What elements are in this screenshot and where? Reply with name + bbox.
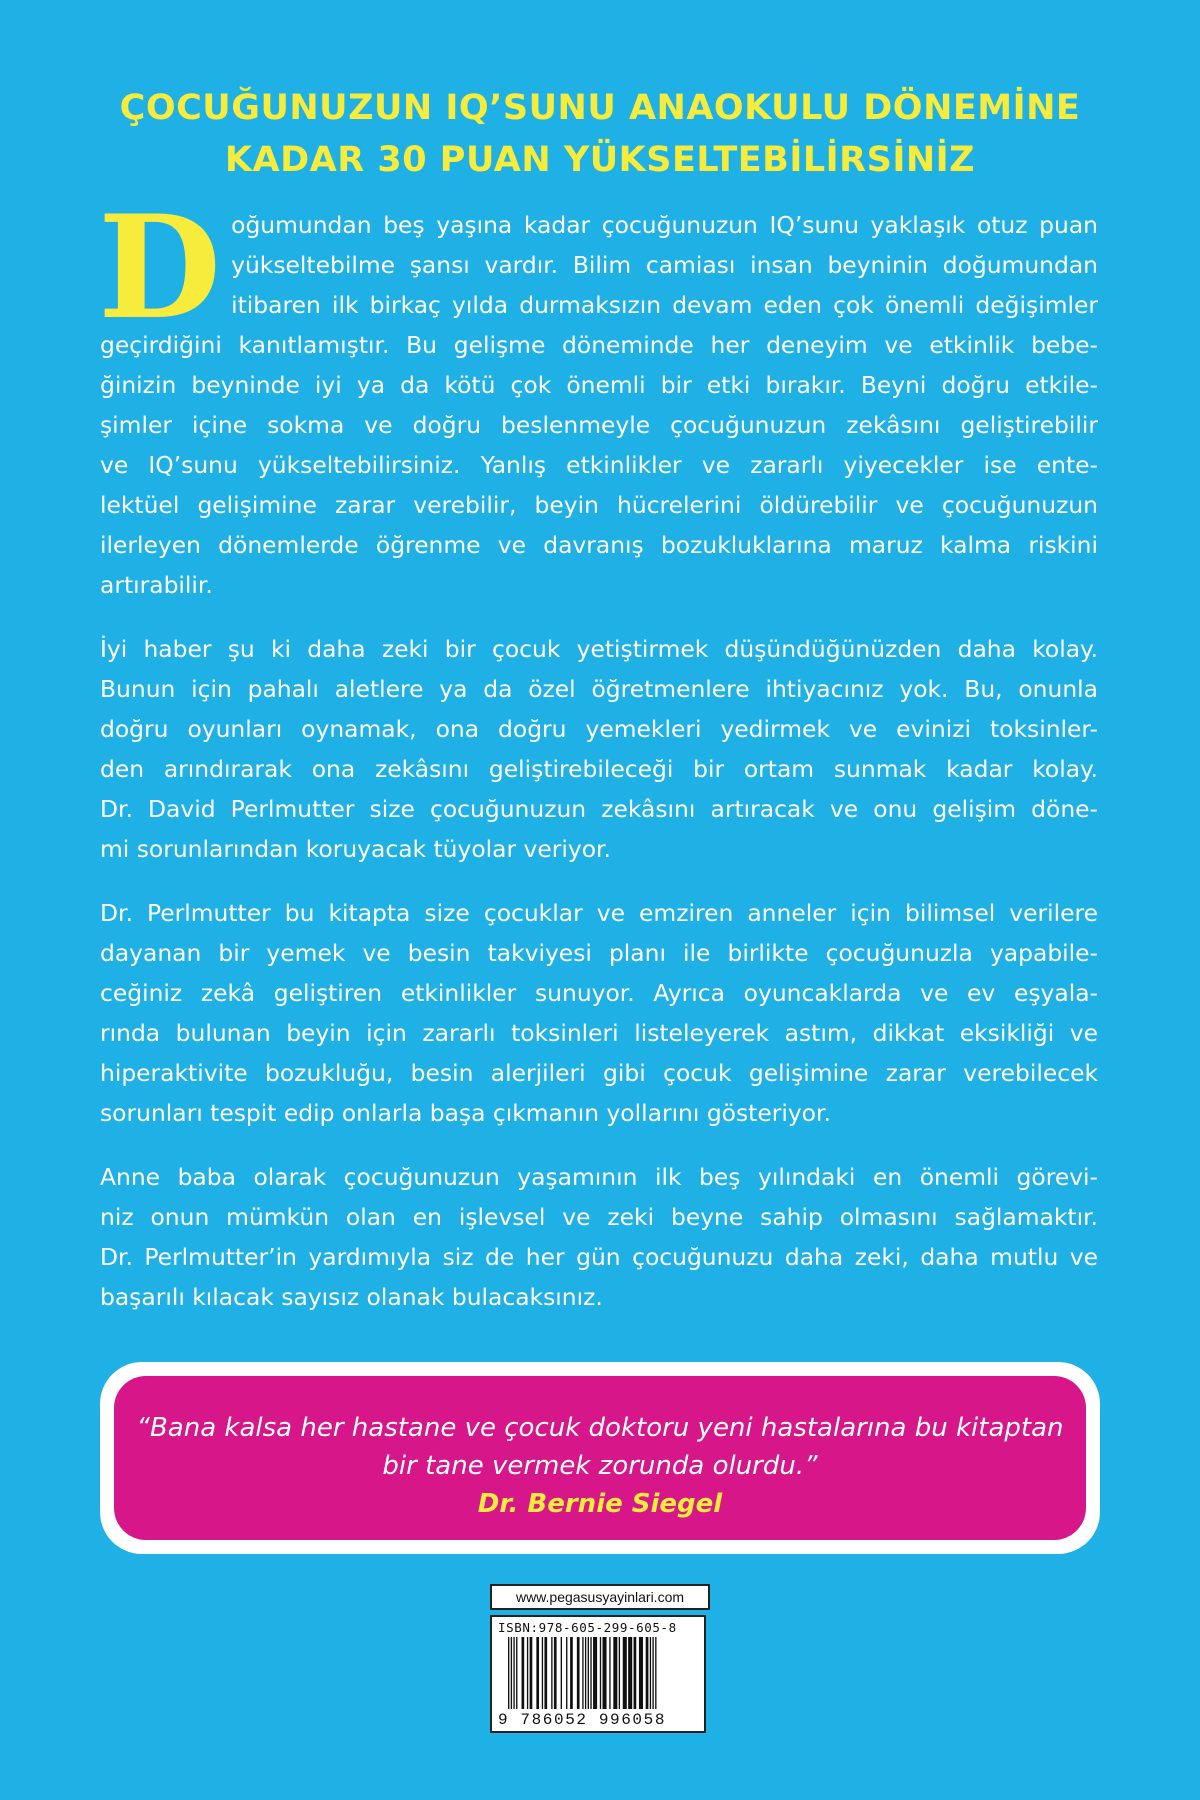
- paragraph-line: ilerleyen dönemlerde öğrenme ve davranış bozukluklarına maruz kalma riskini: [100, 531, 1098, 559]
- barcode-bar: [508, 1637, 509, 1709]
- barcode-bar: [536, 1637, 539, 1709]
- paragraph-line: Dr. Perlmutter bu kitapta size çocuklar ve emziren anneler için bilimsel verilere: [100, 899, 1098, 927]
- paragraph-line: sorunları tespit edip onlarla başa çıkmanın yollarını gösteriyor.: [100, 1099, 831, 1127]
- headline-line-1: ÇOCUĞUNUZUN IQ’SUNU ANAOKULU DÖNEMİNE: [119, 88, 1081, 128]
- barcode-bar: [513, 1637, 514, 1709]
- paragraph-line: oğumundan beş yaşına kadar çocuğunuzun IQ’sunu yaklaşık otuz puan: [231, 211, 1098, 239]
- barcode-bar: [609, 1637, 610, 1709]
- quote-line-1: “Bana kalsa her hastane ve çocuk doktoru yeni hastalarına bu kitaptan: [136, 1413, 1064, 1443]
- barcode-bar: [634, 1637, 637, 1709]
- barcode-bar: [585, 1637, 586, 1709]
- paragraph-line: itibaren ilk birkaç yılda durmaksızın devam eden çok önemli değişimler: [231, 291, 1098, 319]
- quote-author: Dr. Bernie Siegel: [477, 1489, 723, 1519]
- barcode-bar: [530, 1637, 533, 1709]
- headline-line-2: KADAR 30 PUAN YÜKSELTEBİLİRSİNİZ: [224, 140, 976, 180]
- barcode-bar: [516, 1637, 517, 1709]
- barcode-bar: [588, 1637, 589, 1709]
- paragraph-line: Anne baba olarak çocuğunuzun yaşamının ilk beş yılındaki en önemli görevi-: [100, 1163, 1098, 1191]
- paragraph-line: İyi haber şu ki daha zeki bir çocuk yetiştirmek düşündüğünüzden daha kolay.: [100, 635, 1098, 663]
- headline: [100, 82, 1100, 186]
- barcode-bar: [623, 1637, 627, 1709]
- barcode-bar: [570, 1637, 573, 1709]
- paragraph-line: ğinizin beyninde iyi ya da kötü çok önemli bir etki bırakır. Beyni doğru etkile-: [100, 371, 1098, 399]
- barcode-bar: [511, 1637, 512, 1709]
- barcode-bar: [646, 1637, 649, 1709]
- barcode-bar: [600, 1637, 601, 1709]
- publisher-website: www.pegasusyayinlari.com: [490, 1584, 710, 1610]
- paragraph-line: Dr. David Perlmutter size çocuğunuzun zekâsını artıracak ve onu gelişim döne-: [100, 795, 1098, 823]
- barcode-bars: [498, 1637, 702, 1709]
- quote-frame: [100, 1362, 1100, 1554]
- barcode-bar: [655, 1637, 656, 1709]
- barcode-bar: [551, 1637, 552, 1709]
- paragraph-line: rında bulunan beyin için zararlı toksinleri listeleyerek astım, dikkat eksikliği ve: [100, 1019, 1098, 1047]
- paragraph-line: geçirdiğini kanıtlamıştır. Bu gelişme döneminde her deneyim ve etkinlik bebe-: [100, 331, 1098, 359]
- isbn-label: ISBN:978-605-299-605-8: [498, 1620, 677, 1635]
- paragraph-line: hiperaktivite bozukluğu, besin alerjileri gibi çocuk gelişimine zarar verebilecek: [100, 1059, 1098, 1087]
- barcode-bar: [527, 1637, 528, 1709]
- barcode-bar: [593, 1637, 597, 1709]
- paragraph-3: [100, 893, 1098, 1133]
- barcode-digits: 9 786052 996058: [498, 1711, 667, 1729]
- barcode-bar: [561, 1637, 562, 1709]
- paragraph-line: niz onun mümkün olan en işlevsel ve zeki beyne sahip olmasını sağlamaktır.: [100, 1203, 1098, 1231]
- paragraph-4: [100, 1157, 1098, 1317]
- barcode-bar: [542, 1637, 543, 1709]
- barcode-bar: [628, 1637, 632, 1709]
- paragraph-line: artırabilir.: [100, 571, 213, 599]
- paragraph-1: [98, 185, 1098, 605]
- paragraph-line: den arındırarak ona zekâsını geliştirebileceği bir ortam sunmak kadar kolay.: [100, 755, 1098, 783]
- paragraph-line: lektüel gelişimine zarar verebilir, beyin hücrelerini öldürebilir ve çocuğunuzun: [100, 491, 1098, 519]
- paragraph-line: başarılı kılacak sayısız olanak bulacaksınız.: [100, 1283, 603, 1311]
- barcode-bar: [639, 1637, 643, 1709]
- paragraph-line: Dr. Perlmutter’in yardımıyla siz de her gün çocuğunuzu daha zeki, daha mutlu ve: [100, 1243, 1098, 1271]
- quote-line-2: bir tane vermek zorunda olurdu.”: [382, 1451, 818, 1481]
- barcode-bar: [590, 1637, 591, 1709]
- paragraph-line: şimler içine sokma ve doğru beslenmeyle çocuğunuzun zekâsını geliştirebilir: [100, 411, 1098, 439]
- barcode: [490, 1615, 706, 1733]
- barcode-bar: [603, 1637, 607, 1709]
- paragraph-line: yükseltebilme şansı vardır. Bilim camiası insan beyninin doğumundan: [231, 251, 1098, 279]
- barcode-bar: [544, 1637, 547, 1709]
- paragraph-line: mi sorunlarından koruyacak tüyolar veriyor.: [100, 835, 611, 863]
- quote-panel: [114, 1376, 1086, 1540]
- paragraph-2: [100, 629, 1098, 869]
- barcode-bar: [582, 1637, 583, 1709]
- barcode-bar: [522, 1637, 525, 1709]
- blurb: [98, 185, 1098, 1341]
- paragraph-line: Bunun için pahalı aletlere ya da özel öğretmenlere ihtiyacınız yok. Bu, onunla: [100, 675, 1098, 703]
- barcode-bar: [613, 1637, 617, 1709]
- paragraph-line: ceğiniz zekâ geliştiren etkinlikler sunuyor. Ayrıca oyuncaklarda ve ev eşyala-: [100, 979, 1098, 1007]
- barcode-bar: [554, 1637, 557, 1709]
- drop-cap: D: [98, 185, 222, 351]
- paragraph-line: ve IQ’sunu yükseltebilirsiniz. Yanlış etkinlikler ve zararlı yiyecekler ise ente-: [100, 451, 1098, 479]
- barcode-bar: [650, 1637, 651, 1709]
- barcode-bar: [619, 1637, 620, 1709]
- paragraph-line: dayanan bir yemek ve besin takviyesi planı ile birlikte çocuğunuzla yapabile-: [100, 939, 1098, 967]
- paragraph-line: doğru oyunları oynamak, ona doğru yemekleri yedirmek ve evinizi toksinler-: [100, 715, 1098, 743]
- barcode-bar: [652, 1637, 653, 1709]
- barcode-bar: [566, 1637, 567, 1709]
- barcode-bar: [577, 1637, 580, 1709]
